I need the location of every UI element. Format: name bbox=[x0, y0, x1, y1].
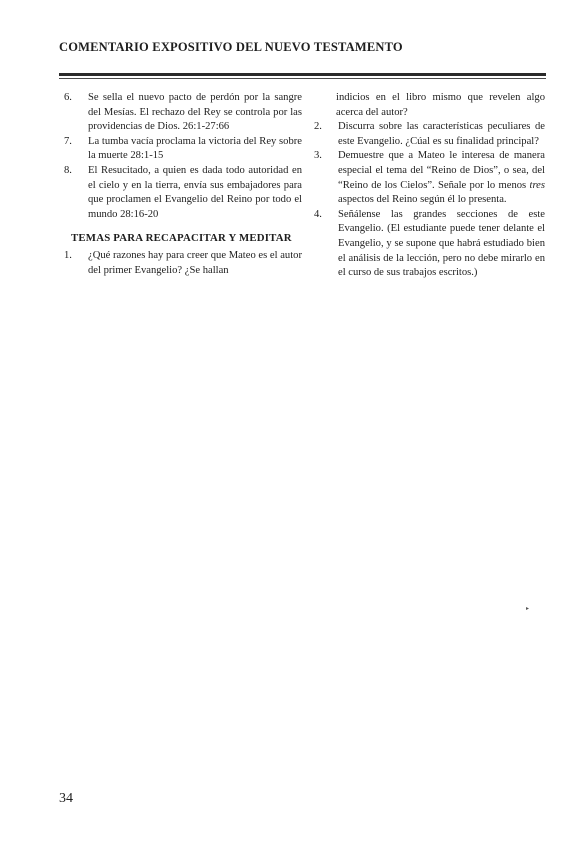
question-item bbox=[64, 249, 302, 278]
question-text: Señálense las grandes secciones de este Evangelio. (El estudiante puede tener delante el Evangelio, y se supone que habrá estudiado bien el análisis de la lección, pero no debe mirarlo en el curso de sus trabajos escritos.) bbox=[338, 208, 545, 279]
question-item bbox=[314, 120, 545, 149]
question-continuation: indicios en el libro mismo que revelen algo acerca del autor? bbox=[336, 92, 545, 118]
section-heading: TEMAS PARA RECAPACITAR Y MEDITAR bbox=[71, 232, 292, 245]
item-number: 6. bbox=[64, 92, 72, 103]
outline-item bbox=[64, 91, 302, 135]
item-text: El Resucitado, a quien es dada todo autoridad en el cielo y en la tierra, envía sus embajadores para que proclamen el Evangelio del Reino por todo el mundo 28:16-20 bbox=[88, 164, 302, 220]
question-number: 2. bbox=[314, 121, 322, 133]
question-number: 3. bbox=[314, 150, 322, 162]
running-header: COMENTARIO EXPOSITIVO DEL NUEVO TESTAMENTO bbox=[59, 40, 403, 54]
item-text: La tumba vacía proclama la victoria del Rey sobre la muerte 28:1-15 bbox=[88, 135, 302, 162]
question-text: ¿Qué razones hay para creer que Mateo es el autor del primer Evangelio? ¿Se hallan bbox=[88, 249, 302, 276]
item-number: 8. bbox=[64, 164, 72, 176]
question-item bbox=[314, 149, 545, 207]
header-rule-thick bbox=[59, 73, 546, 76]
right-column bbox=[314, 91, 545, 281]
question-number: 1. bbox=[64, 249, 72, 261]
question-text-emphasis: tres bbox=[529, 179, 545, 191]
question-text-part: Demuestre que a Mateo le interesa de manera especial el tema del “Reino de Dios”, o sea, del “Reino de los Cielos”. Señale por lo menos bbox=[338, 150, 545, 191]
question-text: Discurra sobre las características peculiares de este Evangelio. ¿Cúal es su finalidad principal? bbox=[338, 121, 545, 147]
question-text-part: aspectos del Reino según él lo presenta. bbox=[338, 194, 507, 206]
outline-item bbox=[64, 135, 302, 164]
question-text bbox=[338, 149, 545, 207]
margin-mark: ▸ bbox=[526, 606, 530, 612]
question-item bbox=[314, 208, 545, 281]
header-rule-thin bbox=[59, 78, 546, 79]
outline-item bbox=[64, 164, 302, 222]
left-column bbox=[64, 91, 302, 278]
question-number: 4. bbox=[314, 208, 322, 220]
item-number: 7. bbox=[64, 135, 72, 147]
item-text: Se sella el nuevo pacto de perdón por la sangre del Mesías. El rechazo del Rey se controla por las providencias de Dios. 26:1-27:66 bbox=[88, 92, 302, 133]
page-number: 34 bbox=[59, 791, 73, 806]
